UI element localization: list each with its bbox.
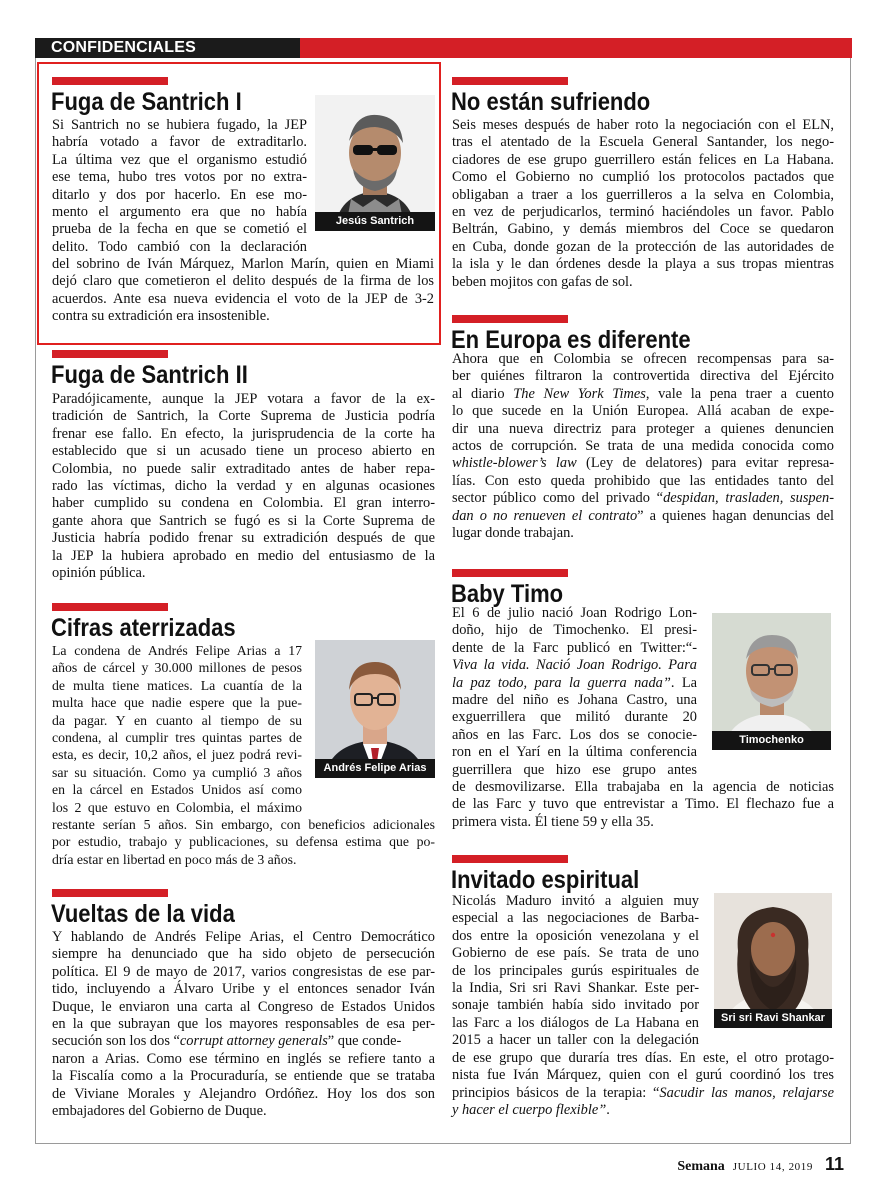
text-line: madre del niño es Johana Castro, una [452,691,697,708]
article-accent-bar [52,889,168,897]
photo-caption: Andrés Felipe Arias [315,759,435,778]
text-segment: (Ley de delatores) para evitar represa- [576,455,834,472]
text-line: Y hablando de Andrés Felipe Arias, el Centro Democrático [52,929,435,945]
text-line: Ahora que en Colombia se ofrecen recompensas para sa- [452,351,834,367]
text-line: la India, Sri sri Ravi Shankar. Este per- [452,979,699,996]
text-line: en vez de perjudicarlos, terminó haciéndoles un favor. Pablo [452,203,834,220]
text-line: haber cumplido su condena en Colombia. El gran interro- [52,495,435,512]
italic-phrase: corrupt attorney generals [179,1033,328,1050]
text-line: exguerrillera que militó durante 20 [452,709,697,726]
italic-phrase: la paz todo, para la guerra nada” [452,674,671,691]
text-segment: , vale la pena traer a cuento [645,385,834,402]
magazine-name: Semana [677,1159,725,1174]
text-line: ditarlo y dos por hacerlo. En ese mo- [52,186,307,203]
text-line [452,386,834,403]
text-line: de ese grupo que duraría tres días. En este, el otro protago- [452,1050,834,1066]
text-line: gante ahora que Santrich se fugó es si la Corte Suprema de [52,512,435,529]
text-line: dos entre la oposición venezolana y el [452,927,699,944]
article-title-invitado: Invitado espiritual [451,866,640,894]
portrait-image [714,893,832,1028]
italic-phrase: y hacer el cuerpo flexible” [452,1102,607,1119]
issue-date: JULIO 14, 2019 [732,1161,813,1173]
text-line: la JEP la hubiera aprobado en medio del entusiasmo de la [52,547,435,564]
text-line: ron en el Yarí en la última conferencia [452,744,697,761]
text-line: dente de la Farc publicó en Twitter:“- [452,639,697,656]
italic-phrase: whistle-blower’s law [452,455,577,472]
text-line: ese tema, hubo tres votos por no extra- [52,169,307,186]
text-line [52,1033,435,1050]
text-line: establecido que si un acusado tiene un proceso abierto en [52,443,435,460]
text-line: multa hace que nadie espere que la pue- [52,695,302,711]
italic-phrase: Sacudir las manos, relajarse [659,1084,834,1101]
article-accent-bar [452,77,568,85]
page-number: 11 [824,1154,844,1174]
text-line: beben mojitos con gafas de sol. [452,273,633,290]
article-body-invitado-wide [452,1050,834,1120]
text-line: política. El 9 de mayo de 2017, varios congresistas de ese par- [52,963,435,980]
text-segment: . La [670,674,697,691]
portrait-image [315,640,435,778]
text-line [452,657,697,674]
text-line: del sobrino de Iván Márquez, Marlon Marín, quien en Miami [52,256,434,272]
text-segment: secución son los dos “ [52,1033,180,1050]
text-line: de multa tiene matices. La cuantía de la [52,677,302,693]
text-line: años de cárcel y 30.000 millones de pesos [52,660,302,676]
article-body-invitado [452,893,699,1050]
text-line: Duque, le enviaron una carta al Congreso de Estados Unidos [52,998,435,1015]
text-line: frenar ese fallo. En efecto, la jurisprudencia de la corte ha [52,425,435,442]
text-segment: al diario [452,385,514,402]
text-line: la Fiscalía como a la Procuraduría, se entiende que se trataba [52,1068,435,1085]
text-line [452,490,834,507]
italic-phrase: Viva la vida. Nació Joan Rodrigo. Para [452,657,697,674]
text-line [452,1085,834,1102]
text-line: de los principales gurús espirituales de [452,962,699,979]
text-line: tras el atentado de la Escuela General Santander, los nego- [452,134,834,151]
text-line: dría estar en libertad en poco más de 3 años. [52,851,297,867]
photo-timochenko [712,613,831,750]
text-line: obligaban a traer a los guerrilleros a la selva en Colombia, [452,186,834,203]
text-line: Beltrán, Gabino, y demás miembros del Coce se quedaron [452,221,834,238]
text-line: actos de corrupción. Se trata de una medida conocida como [452,437,834,454]
text-line: Gobierno de ese país. Se trata de uno [452,945,699,962]
text-line: lo que sucede en la Unión Europea. Allá acaban de expe- [452,403,834,420]
article-body-timo [452,605,697,779]
text-segment: . [606,1102,610,1119]
text-line: primera vista. Él tiene 59 y ella 35. [452,813,654,830]
article-accent-bar [52,350,168,358]
text-line: naron a Arias. Como ese término en inglés se refiere tanto a [52,1050,435,1067]
text-line: por estudio, trabajo y publicaciones, su defensa estima que po- [52,834,435,850]
text-line [452,1102,834,1119]
text-line [452,675,697,692]
italic-phrase: dan o no renueven el contrato [452,507,638,524]
text-line: siempre ha denunciado que ha sido objeto de persecución [52,946,435,963]
text-line: Justicia habría podido frenar su extradición después de que [52,530,435,547]
photo-sri-sri-ravi-shankar [714,893,832,1028]
text-segment: sector público como del privado “ [452,490,664,507]
text-line: El 6 de julio nació Joan Rodrigo Lon- [452,605,697,621]
portrait-image [315,95,435,231]
text-line: acuerdos. Ante esa nueva evidencia el voto de la JEP de 3-2 [52,290,434,307]
article-body-europa [452,351,834,542]
article-accent-bar [52,77,168,85]
text-line [452,508,834,525]
article-title-fuga-2: Fuga de Santrich II [51,361,248,389]
text-line: contra su extradición era insostenible. [52,308,270,325]
text-line: esta, es decir, 10,2 años, el juez podrá revi- [52,747,302,763]
text-line: lías. Con esto queda prohibido que las entidades tanto del [452,472,834,489]
text-line: tradición de Santrich, la Corte Suprema de Justicia podría [52,408,435,425]
text-line: de las Farc y tuvo que entrevistar a Timo. El flechazo fue a [452,796,834,813]
text-line: Paradójicamente, aunque la JEP votara a favor de la ex- [52,391,435,407]
text-line: de Viviane Morales y Alejandro Ordóñez. Hoy los dos son [52,1085,435,1102]
text-line: condena, al cumplir tres quintas partes de [52,729,302,745]
article-body-fuga-2 [52,391,435,582]
text-line: lugar donde trabajan. [452,524,574,541]
text-segment: principios básicos de la terapia: “ [452,1084,660,1101]
text-line: tido, incluyendo a Álvaro Uribe y el entonces senador Iván [52,981,435,998]
italic-phrase: despidan, trasladen, suspen- [663,490,835,507]
text-line: da pagar. Y en cuanto al tiempo de su [52,712,302,728]
text-line: Colombia, no puede salir extraditado antes de haber repa- [52,460,435,477]
text-line: en la que subrayan que los mayores responsables de esa per- [52,1015,435,1032]
photo-jesus-santrich [315,95,435,231]
article-title-sufriendo: No están sufriendo [451,88,651,116]
text-line: nista fue Iván Márquez, quien con el gurú coordinó los tres [452,1067,834,1084]
portrait-image [712,613,831,750]
text-line: las Farc a los diálogos de La Habana en [452,1014,699,1031]
article-accent-bar [52,603,168,611]
text-line: en Cuba, donde gozan de la protección de las autoridades de [452,238,834,255]
text-line: sar su situación. Como ya cumplió 3 años [52,764,302,780]
article-body-cifras [52,642,302,816]
text-line: La última vez que el organismo estudió [52,151,307,168]
text-line: embajadores del Gobierno de Duque. [52,1102,267,1119]
article-title-europa: En Europa es diferente [451,326,691,354]
article-body-cifras-wide [52,816,435,868]
text-line: sonaje también había sido invitado por [452,997,699,1014]
text-line: dejó claro que cometieron el delito después de la firma de los [52,273,434,290]
page-footer [677,1154,844,1175]
text-line: Seis meses después de haber roto la negociación con el ELN, [452,117,834,133]
text-line: mento el argumento era que no había [52,203,307,220]
text-line: ciadores de ese grupo guerrillero están felices en La Habana. [452,151,834,168]
section-header-label: CONFIDENCIALES [51,39,197,56]
text-line: años en las Farc. Los dos se conocie- [452,726,697,743]
article-body-sufriendo [452,117,834,291]
text-line [452,455,834,472]
text-line: doño, hijo de Timochenko. El presi- [452,622,697,639]
italic-phrase: The New York Times [513,385,646,402]
photo-andres-felipe-arias [315,640,435,778]
text-line: La condena de Andrés Felipe Arias a 17 [52,643,302,658]
article-body-timo-wide [452,779,834,831]
text-line: especial a las negociaciones de Barba- [452,910,699,927]
photo-caption: Timochenko [712,731,831,750]
text-line: habría votado a favor de extraditarlo. [52,134,307,151]
text-line: dir una nueva directriz para proteger a quienes denuncien [452,420,834,437]
text-line: la isla y le dan órdenes desde la playa a sus tropas mientras [452,256,834,273]
article-accent-bar [452,315,568,323]
text-segment: ” que conde- [327,1033,402,1050]
article-body-vueltas [52,929,435,1120]
article-title-timo: Baby Timo [451,580,564,608]
text-line: restante serían 5 años. Sin embargo, con beneficios adicionales [52,817,435,832]
article-body-fuga-1 [52,117,307,256]
article-title-fuga-1: Fuga de Santrich I [51,88,242,116]
text-segment: ” a quienes hagan denuncias del [637,507,834,524]
text-line: opinión pública. [52,564,146,581]
text-line: los 2 que estuvo en Colombia, el máximo [52,799,302,815]
text-line: 2015 a hacer un taller con la delegación [452,1032,699,1049]
text-line: rado las víctimas, dicho la verdad y en algunas ocasiones [52,477,435,494]
article-title-cifras: Cifras aterrizadas [51,614,236,642]
text-line: delito. Todo cambió con la declaración [52,238,307,255]
text-line: de desmovilizarse. Ella trabajaba en la agencia de noticias [452,779,834,795]
text-line: guerrillera que hizo ese grupo antes [452,761,697,778]
photo-caption: Sri sri Ravi Shankar [714,1009,832,1028]
text-line: en la cárcel en Estados Unidos así como [52,782,302,798]
photo-caption: Jesús Santrich [315,212,435,231]
text-line: Como el Gobierno no cumplió los protocolos pactados que [452,169,834,186]
article-body-fuga-1-wide [52,256,434,326]
text-line: ber quiénes filtraron la controvertida directiva del Ejército [452,368,834,385]
text-line: Nicolás Maduro invitó a alguien muy [452,893,699,909]
article-accent-bar [452,569,568,577]
text-line: prueba de la fecha en que se cometió el [52,221,307,238]
article-accent-bar [452,855,568,863]
article-title-vueltas: Vueltas de la vida [51,900,235,928]
text-line: Si Santrich no se hubiera fugado, la JEP [52,117,307,133]
